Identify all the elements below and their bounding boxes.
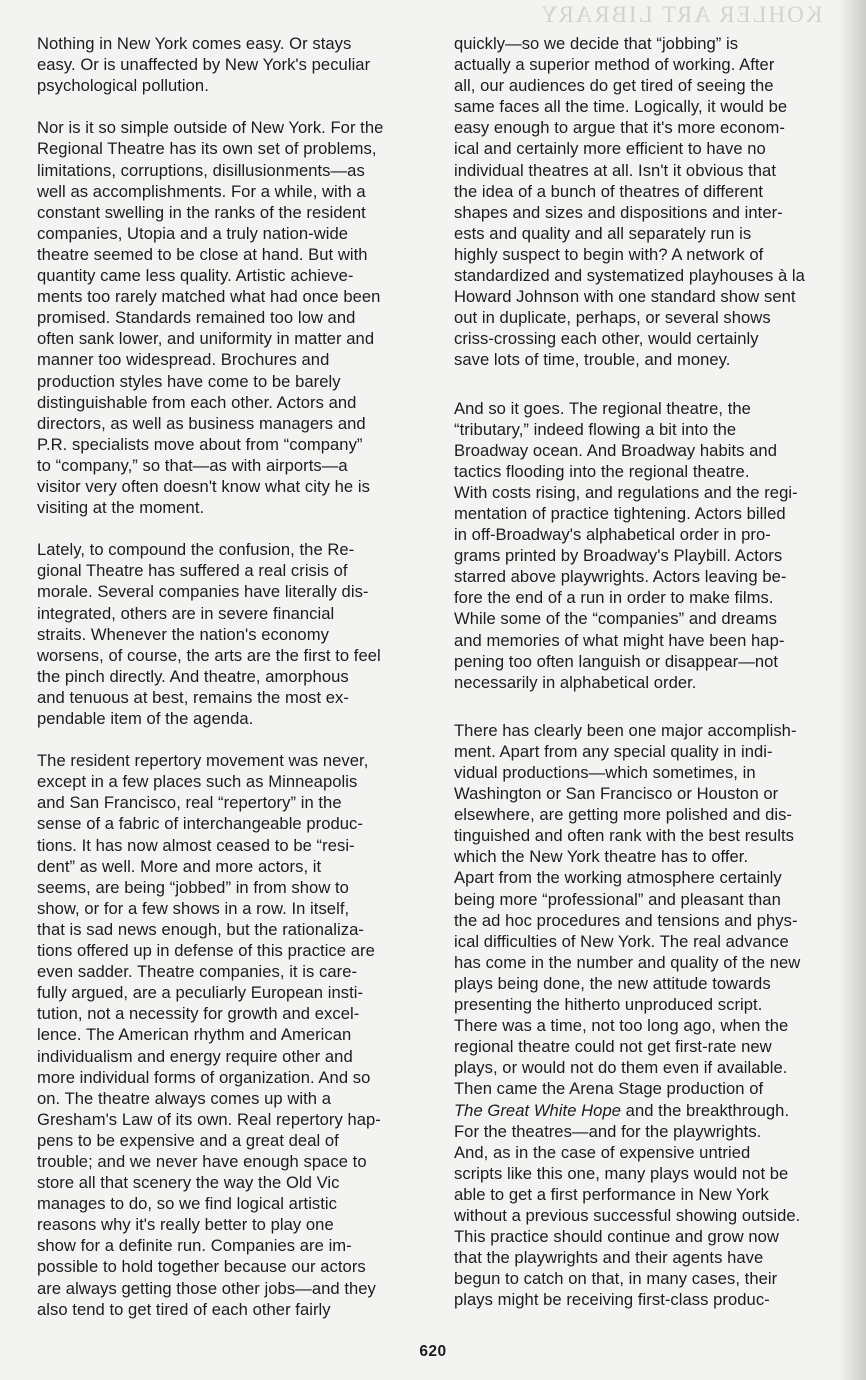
left-text-column [37, 33, 437, 1320]
paragraph: And so it goes. The regional theatre, the “tributary,” indeed flowing a bit into the Broadway ocean. And Broadway habits and tactics flooding into the regional theatre. With costs rising, and regulations and the regi- mentation of practice tightening. Actors billed in off-Broadway's alphabetical order in pro- grams printed by Broadway's Playbill. Actors starred above playwrights. Actors leaving be- fore the end of a run in order to make films. While some of the “companies” and dreams and memories of what might have been hap- pening too often languish or disappear—not necessarily in alphabetical order. [454, 398, 798, 692]
paragraph-text: and the breakthrough. For the theatres—and for the playwrights. And, as in the case of expensive untried scripts like this one, many plays would not be able to get a first performance in New York without a previous successful showing outside. This practice should continue and grow now that the playwrights and their agents have begun to catch on that, in many cases, their plays might be receiving first-class produc- [454, 1100, 801, 1310]
page-edge-shadow [838, 0, 866, 1380]
paragraph: The resident repertory movement was never, except in a few places such as Minneapolis and San Francisco, real “repertory” in the sense of a fabric of interchangeable produc- tions. It has now almost ceased to be “resi- dent” as well. More and more actors, it seems, are being “jobbed” in from show to show, or for a few shows in a row. In itself, that is sad news enough, but the rationaliza- tions offered up in defense of this practice are even sadder. Theatre companies, it is care- fully argued, are a peculiarly European insti- tution, not a necessity for growth and excel- lence. The American rhythm and American individualism and energy require other and more individual forms of organization. And so on. The theatre always comes up with a Gresham's Law of its own. Real repertory hap- pens to be expensive and a great deal of trouble; and we never have enough space to store all that scenery the way the Old Vic manages to do, so we find logical artistic reasons why it's really better to play one show for a definite run. Companies are im- possible to hold together because our actors are always getting those other jobs—and they also tend to get tired of each other fairly [37, 751, 381, 1319]
paragraph-text: There has clearly been one major accomplish- ment. Apart from any special quality in indi- vidual productions—which sometimes, in Washington or San Francisco or Houston or elsewhere, are getting more polished and dis- tinguished and often rank with the best results which the New York theatre has to offer. Apart from the working atmosphere certainly being more “professional” and pleasant than the ad hoc procedures and tensions and phys- ical difficulties of New York. The real advance has come in the number and quality of the new plays being done, the new attitude towards presenting the hitherto unproduced script. There was a time, not too long ago, when the regional theatre could not get first-rate new plays, or would not do them even if available. Then came the Arena Stage production of [454, 720, 801, 1099]
show-through-library-stamp: KOHLER ART LIBRARY [538, 2, 822, 27]
paragraph: Lately, to compound the confusion, the Re- gional Theatre has suffered a real crisis of morale. Several companies have literally dis- integrated, others are in severe financial straits. Whenever the nation's economy worsens, of course, the arts are the first to feel the pinch directly. And theatre, amorphous and tenuous at best, remains the most ex- pendable item of the agenda. [37, 540, 381, 728]
right-text-column [454, 33, 838, 1310]
paragraph: quickly—so we decide that “jobbing” is actually a superior method of working. After all, our audiences do get tired of seeing the same faces all the time. Logically, it would be easy enough to argue that it's more econom- ical and certainly more efficient to have no individual theatres at all. Isn't it obvious that the idea of a bunch of theatres of different shapes and sizes and dispositions and inter- ests and quality and all separately run is highly suspect to begin with? A network of standardized and systematized playhouses à la Howard Johnson with one standard show sent out in duplicate, perhaps, or several shows criss-crossing each other, would certainly save lots of time, trouble, and money. [454, 34, 805, 370]
play-title: The Great White Hope [454, 1100, 622, 1120]
page-number: 620 [419, 1343, 447, 1360]
paragraph: Nor is it so simple outside of New York. For the Regional Theatre has its own set of problems, limitations, corruptions, disillusionments—as well as accomplishments. For a while, with a constant swelling in the ranks of the resident companies, Utopia and a truly nation-wide theatre seemed to be close at hand. But with quantity came less quality. Artistic achieve- ments too rarely matched what had once been promised. Standards remained too low and often sank lower, and uniformity in matter and manner too widespread. Brochures and production styles have come to be barely distinguishable from each other. Actors and directors, as well as business managers and P.R. specialists move about from “company” to “company,” so that—as with airports—a visitor very often doesn't know what city he is visiting at the moment. [37, 118, 384, 518]
paragraph [454, 720, 838, 1311]
paragraph: Nothing in New York comes easy. Or stays easy. Or is unaffected by New York's peculiar psychological pollution. [37, 34, 371, 96]
